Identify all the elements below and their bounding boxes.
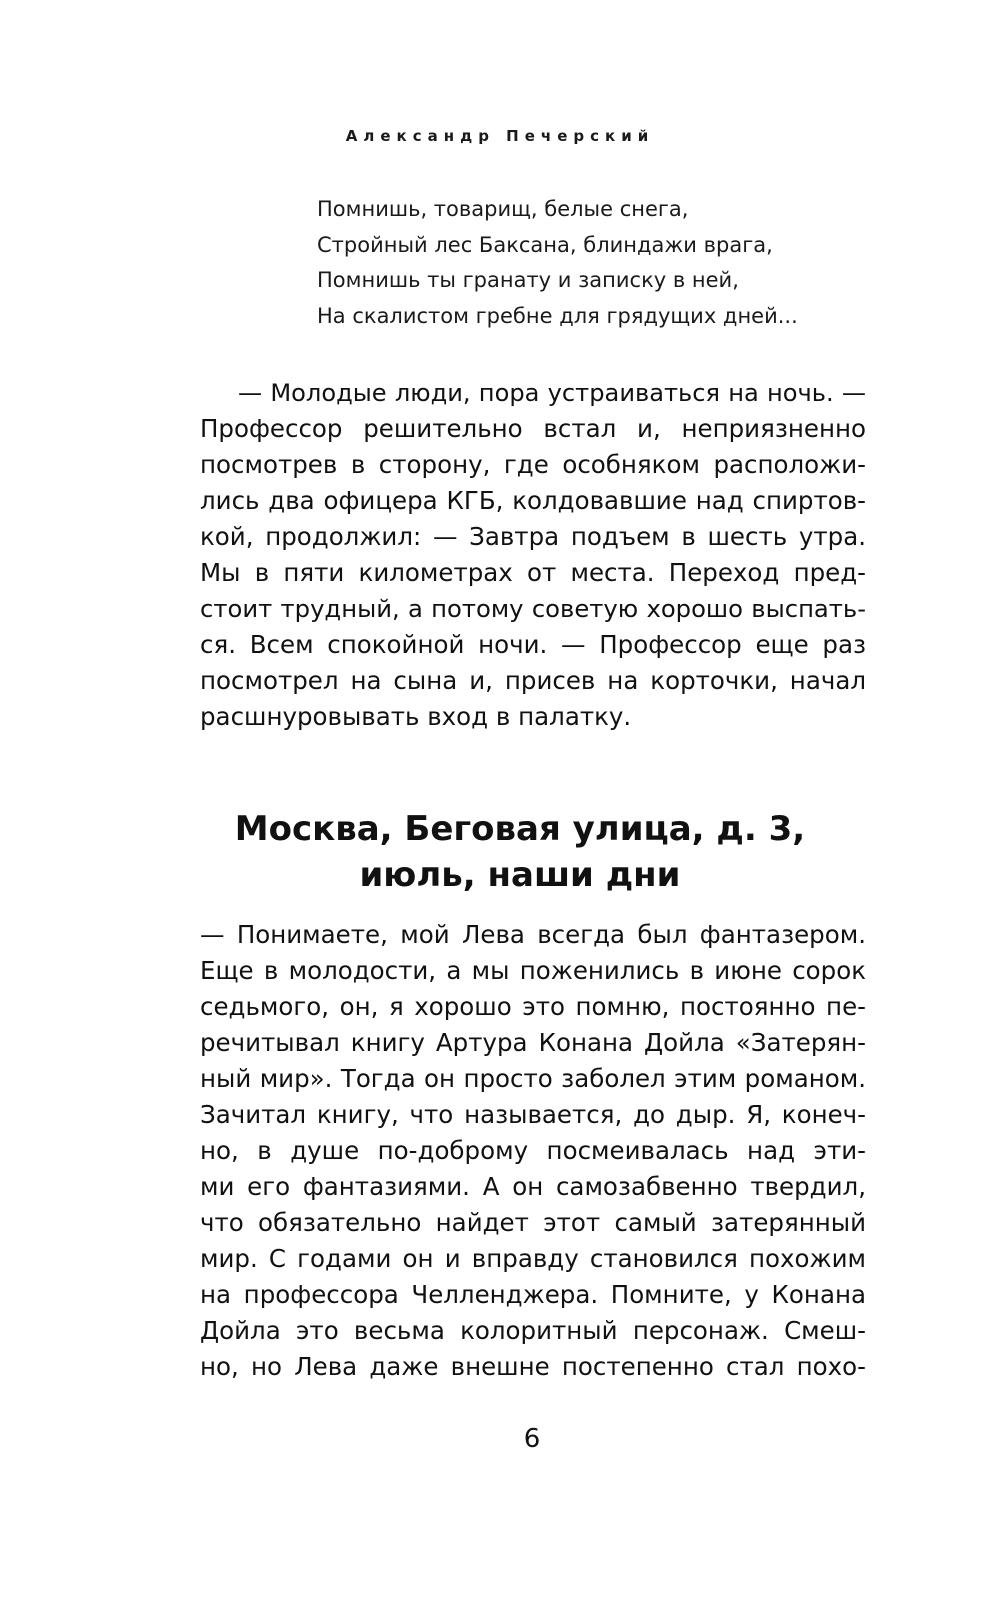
text-line: на профессора Челленджера. Помните, у Конана xyxy=(200,1280,866,1309)
text-line: но, но Лева даже внешне постепенно стал похо- xyxy=(200,1352,866,1381)
section-heading xyxy=(0,806,1000,898)
text-line: — Молодые люди, пора устраиваться на ночь. — xyxy=(238,379,866,407)
text-line: ся. Всем спокойной ночи. — Профессор еще раз xyxy=(200,630,866,659)
text-line: ный мир». Тогда он просто заболел этим романом. xyxy=(200,1064,866,1093)
text-line: кой, продолжил: — Завтра подъем в шесть утра. xyxy=(200,522,866,551)
body-paragraph-1 xyxy=(200,375,866,735)
text-line: седьмого, он, я хорошо это помню, постоянно пе- xyxy=(200,992,866,1021)
epigraph-verse xyxy=(317,192,877,334)
text-line: но, в душе по-доброму посмеивалась над эти- xyxy=(200,1136,866,1165)
verse-line: Стройный лес Баксана, блиндажи врага, xyxy=(317,232,773,257)
section-heading-line-2: июль, наши дни xyxy=(359,855,681,895)
text-line: стоит трудный, а потому советую хорошо выспать- xyxy=(200,594,866,623)
text-line: лись два офицера КГБ, колдовавшие над спиртов- xyxy=(200,486,866,515)
text-line: Еще в молодости, а мы поженились в июне сорок xyxy=(200,956,866,985)
body-paragraph-2 xyxy=(200,917,866,1385)
page-number: 6 xyxy=(523,1424,541,1454)
text-line: — Понимаете, мой Лева всегда был фантазером. xyxy=(200,920,866,949)
text-line: что обязательно найдет этот самый затерянный xyxy=(200,1208,866,1237)
text-line: посмотрев в сторону, где особняком расположи- xyxy=(200,450,866,479)
verse-line: Помнишь ты гранату и записку в ней, xyxy=(317,268,739,292)
verse-line: Помнишь, товарищ, белые снега, xyxy=(317,197,689,221)
text-line: Мы в пяти километрах от места. Переход пред- xyxy=(200,558,866,587)
section-heading-line-1: Москва, Беговая улица, д. 3, xyxy=(234,809,806,849)
running-head-author: Александр Печерский xyxy=(345,127,655,145)
text-line: мир. С годами он и вправду становился похожим xyxy=(200,1244,866,1273)
verse-line: На скалистом гребне для грядущих дней... xyxy=(317,303,798,328)
text-line: Дойла это весьма колоритный персонаж. Смеш- xyxy=(200,1316,866,1345)
text-line: расшнуровывать вход в палатку. xyxy=(200,702,632,731)
text-line: Зачитал книгу, что называется, до дыр. Я, конеч- xyxy=(200,1100,866,1129)
text-line: Профессор решительно встал и, неприязненно xyxy=(200,414,866,443)
text-line: посмотрел на сына и, присев на корточки, начал xyxy=(200,666,866,695)
text-line: речитывал книгу Артура Конана Дойла «Затерян- xyxy=(200,1028,866,1057)
text-line: ми его фантазиями. А он самозабвенно твердил, xyxy=(200,1172,866,1201)
